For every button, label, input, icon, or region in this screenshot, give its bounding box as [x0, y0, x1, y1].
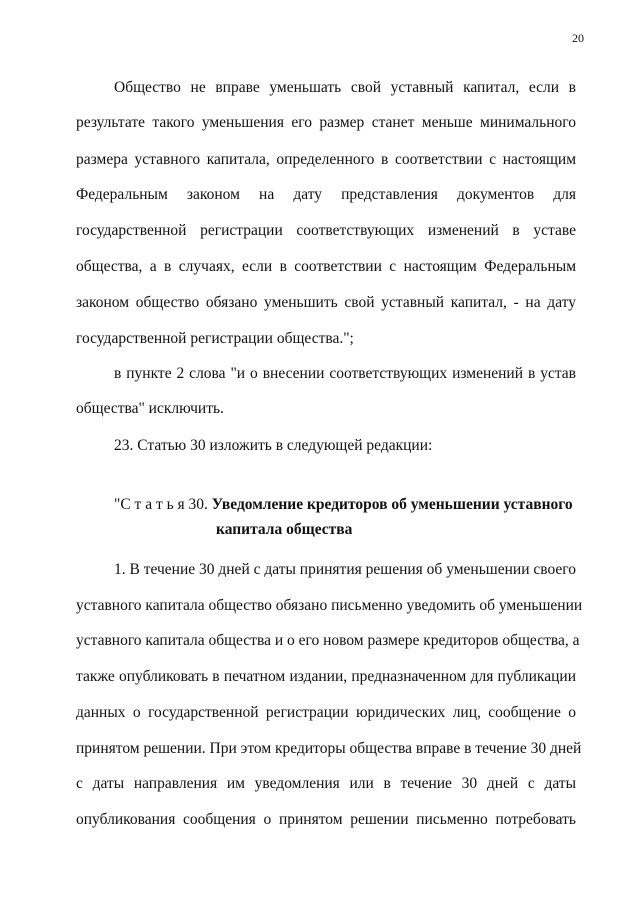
article-heading-continuation: капитала общества	[216, 521, 353, 538]
text-line: 1. В течение 30 дней с даты принятия решения об уменьшении своего	[114, 561, 576, 578]
text-line: результате такого уменьшения его размер станет меньше минимального	[76, 114, 576, 131]
article-heading-title: Уведомление кредиторов об уменьшении уставного	[211, 496, 573, 513]
article-heading	[114, 495, 576, 515]
text-line: государственной регистрации общества.";	[76, 330, 354, 347]
text-line: общества" исключить.	[76, 400, 224, 417]
text-line: Федеральным законом на дату представления документов для	[76, 186, 576, 203]
text-line: также опубликовать в печатном издании, предназначенном для публикации	[76, 668, 576, 685]
text-line: опубликования сообщения о принятом решении письменно потребовать	[76, 811, 576, 828]
text-line: данных о государственной регистрации юридических лиц, сообщение о	[76, 704, 576, 721]
text-line: законом общество обязано уменьшить свой уставный капитал, - на дату	[76, 294, 576, 311]
instruction-line: 23. Статью 30 изложить в следующей редакции:	[114, 437, 433, 454]
text-line: с даты направления им уведомления или в течение 30 дней с даты	[76, 775, 576, 792]
article-heading-prefix: "С т а т ь я 30.	[114, 496, 212, 513]
text-line: уставного капитала общество обязано письменно уведомить об уменьшении	[76, 597, 583, 614]
text-line: государственной регистрации соответствующих изменений в уставе	[76, 222, 576, 239]
text-line: принятом решении. При этом кредиторы общества вправе в течение 30 дней	[76, 740, 582, 757]
text-line: размера уставного капитала, определенного в соответствии с настоящим	[76, 151, 576, 168]
text-line: в пункте 2 слова "и о внесении соответствующих изменений в устав	[114, 365, 576, 382]
text-line: уставного капитала общества и о его новом размере кредиторов общества, а	[76, 632, 580, 649]
text-line: Общество не вправе уменьшать свой уставный капитал, если в	[114, 79, 576, 96]
text-line: общества, а в случаях, если в соответствии с настоящим Федеральным	[76, 258, 576, 275]
page-number: 20	[572, 31, 584, 45]
